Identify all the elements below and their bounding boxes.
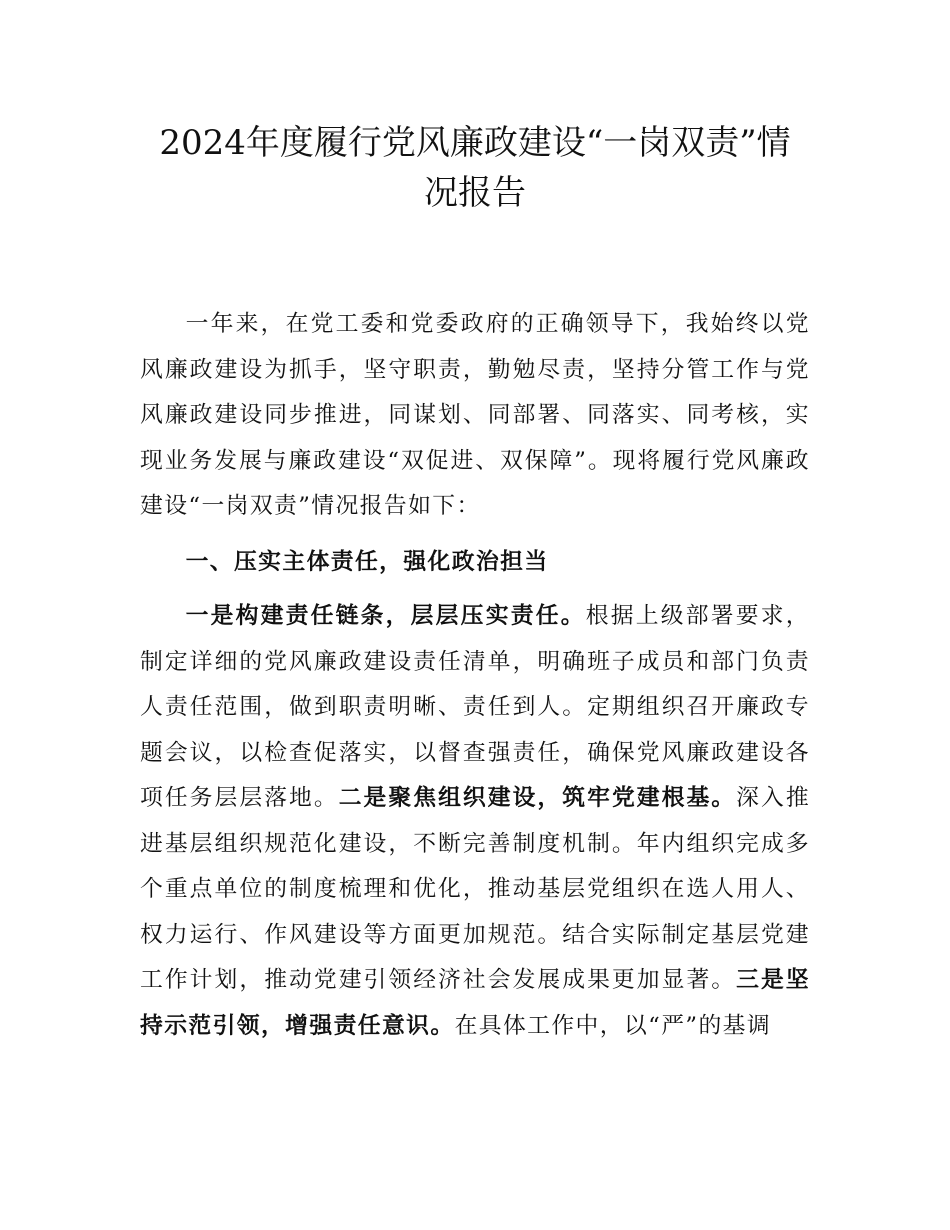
document-body [140, 302, 810, 1049]
section-heading-1: 一、压实主体责任，强化政治担当 [185, 548, 549, 575]
document-title [140, 118, 810, 218]
item-3-text: 在具体工作中，以“严”的基调 [454, 1012, 772, 1039]
title-line-1: 2024年度履行党风廉政建设“一岗双责”情 [159, 123, 791, 163]
item-2-heading: 二是聚焦组织建设，筑牢党建根基。 [338, 785, 737, 811]
title-line-2: 况报告 [424, 173, 526, 213]
item-3-heading: 三是坚持示范引领，增强责任意识。 [140, 967, 810, 1039]
section-1-paragraph [140, 594, 810, 1049]
item-2-text: 深入推进基层组织规范化建设，不断完善制度机制。年内组织完成多个重点单位的制度梳理和优化，推动基层党组织在选人用人、权力运行、作风建设等方面更加规范。结合实际制定基层党建工作计划，推动党建引领经济社会发展成果更加显著。 [140, 785, 811, 993]
intro-paragraph: 一年来，在党工委和党委政府的正确领导下，我始终以党风廉政建设为抓手，坚守职责，勤勉尽责，坚持分管工作与党风廉政建设同步推进，同谋划、同部署、同落实、同考核，实现业务发展与廉政建设“双促进、双保障”。现将履行党风廉政建设“一岗双责”情况报告如下： [140, 311, 810, 519]
item-1-text: 根据上级部署要求，制定详细的党风廉政建设责任清单，明确班子成员和部门负责人责任范围，做到职责明晰、责任到人。定期组织召开廉政专题会议，以检查促落实，以督查强责任，确保党风廉政建设各项任务层层落地。 [140, 603, 810, 811]
item-1-heading: 一是构建责任链条，层层压实责任。 [185, 603, 586, 629]
